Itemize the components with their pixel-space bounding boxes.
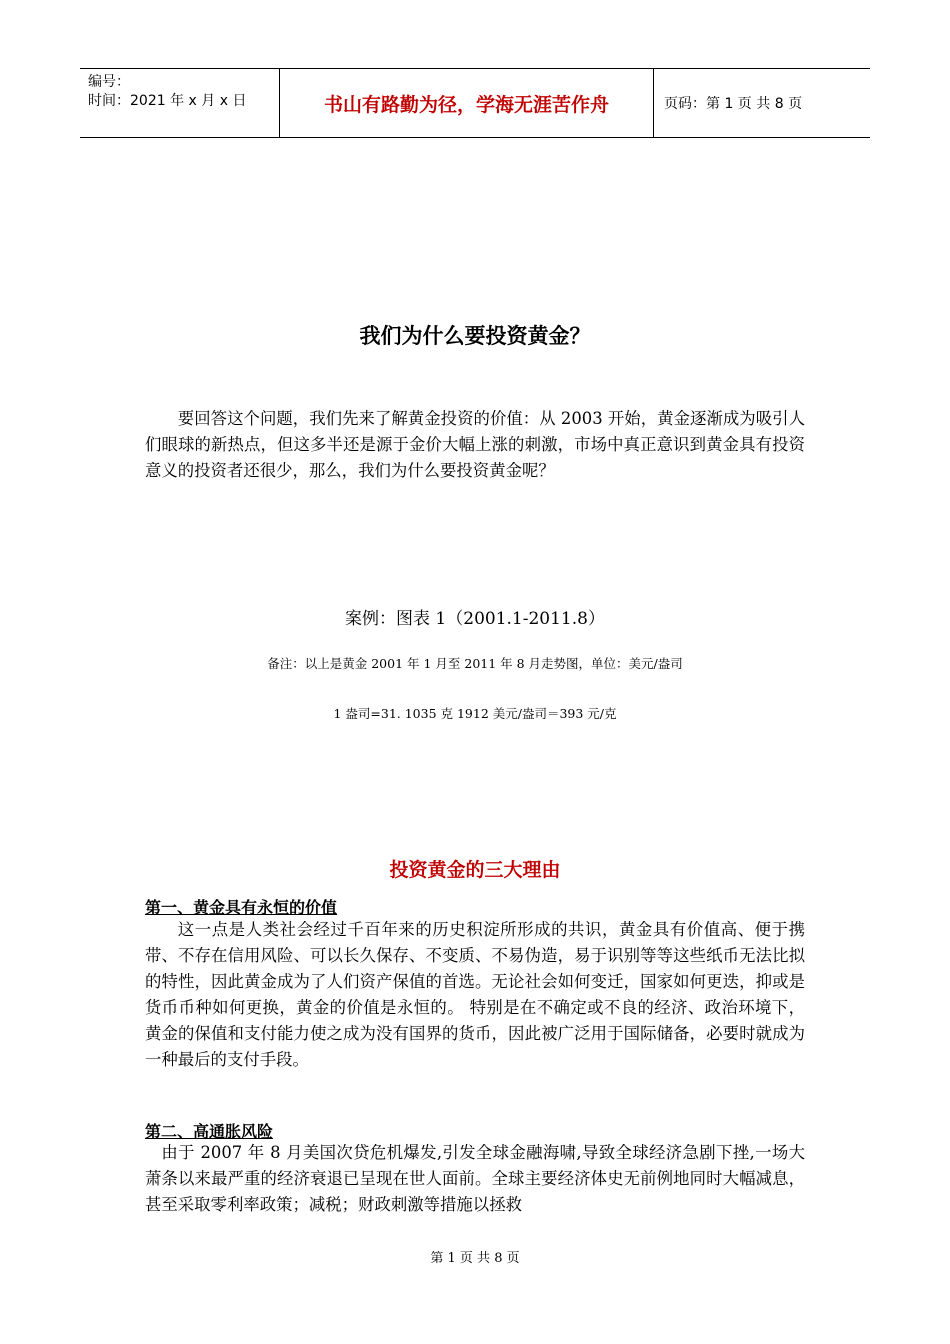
time-label: 时间：2021 年 x 月 x 日 [88, 93, 247, 109]
header-page-info: 页码：第 1 页 共 8 页 [664, 96, 803, 112]
header-motto: 书山有路勤为径，学海无涯苦作舟 [280, 69, 654, 137]
number-label: 编号： [88, 74, 130, 90]
reason1-heading: 第一、黄金具有永恒的价值 [145, 898, 338, 917]
intro-paragraph: 要回答这个问题，我们先来了解黄金投资的价值：从 2003 开始，黄金逐渐成为吸引人们眼球的新热点，但这多半还是源于金价大幅上涨的刺激，市场中真正意识到黄金具有投资意义的投资者还很少，那么，我们为什么要投资黄金呢？ [145, 409, 805, 480]
section-title: 投资黄金的三大理由 [389, 859, 561, 881]
unit-conversion: 1 盎司=31. 1035 克 1912 美元/盎司＝393 元/克 [333, 706, 617, 721]
case-caption: 案例：图表 1（2001.1-2011.8） [345, 609, 605, 629]
header-meta [80, 69, 280, 137]
chart-note: 备注：以上是黄金 2001 年 1 月至 2011 年 8 月走势图，单位：美元/盎司 [267, 656, 683, 671]
document-title: 我们为什么要投资黄金？ [359, 324, 591, 348]
reason2-heading: 第二、高通胀风险 [145, 1122, 274, 1141]
reason2-paragraph: 由于 2007 年 8 月美国次贷危机爆发,引发全球金融海啸,导致全球经济急剧下挫,一场大萧条以来最严重的经济衰退已呈现在世人面前。全球主要经济体史无前例地同时大幅减息，甚至采取零利率政策；减税；财政刺激等措施以拯救 [145, 1143, 805, 1214]
page-footer: 第 1 页 共 8 页 [430, 1251, 520, 1266]
reason1-paragraph: 这一点是人类社会经过千百年来的历史积淀所形成的共识，黄金具有价值高、便于携带、不存在信用风险、可以长久保存、不变质、不易伪造，易于识别等等这些纸币无法比拟的特性，因此黄金成为了人们资产保值的首选。无论社会如何变迁，国家如何更迭，抑或是货币币种如何更换，黄金的价值是永恒的。 特别是在不确定或不良的经济、政治环境下，黄金的保值和支付能力使之成为没有国界的货币，因此被广泛用于国际储备，必要时就成为一种最后的支付手段。 [145, 920, 805, 1069]
header-table [80, 68, 870, 138]
